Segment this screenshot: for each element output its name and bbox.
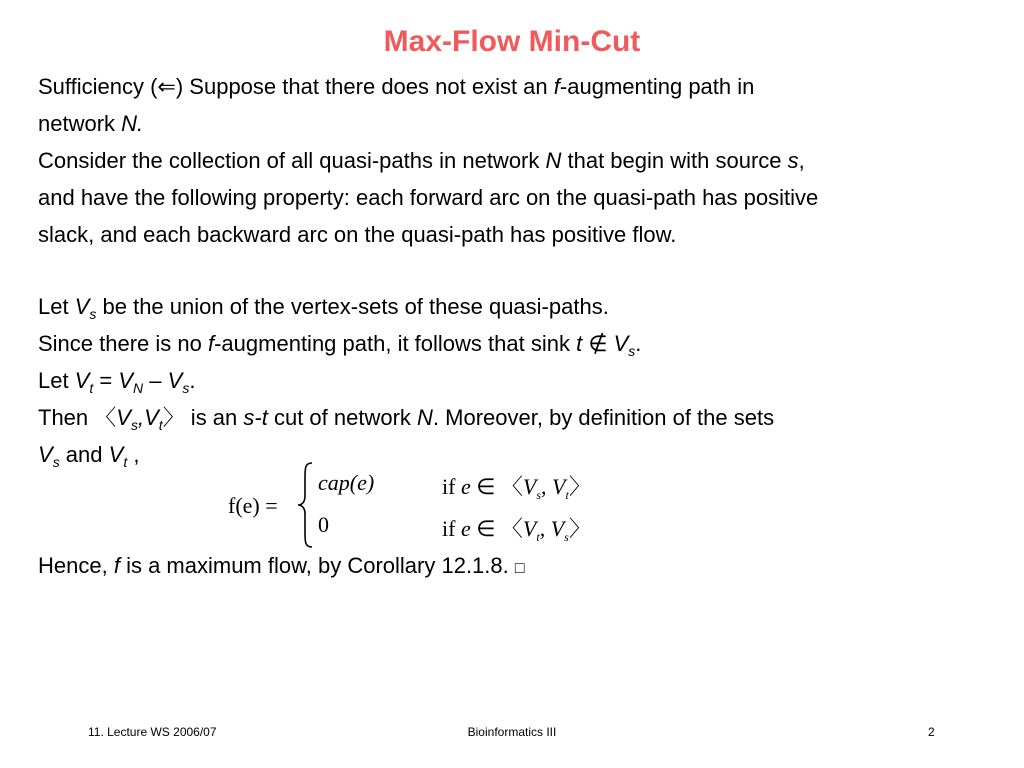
math-sub: s [182,380,190,396]
conclusion [38,547,998,584]
comma: , [541,474,553,499]
text: . Moreover, by definition of the sets [432,405,775,430]
math-V: V [108,442,124,467]
math-V: V [144,405,159,430]
math-zero: 0 [318,512,329,537]
slide-title: Max-Flow Min-Cut [383,25,641,58]
math-N: N. [121,111,144,136]
math-s-t: s-t [243,405,268,430]
body-line-7 [38,325,998,362]
slide-body [38,68,998,473]
math-V: V [74,294,90,319]
math-sub: s [564,530,569,544]
math-V: V [118,368,134,393]
not-element-symbol: ∉ [582,331,614,356]
math-V: V [613,331,629,356]
math-sub: t [158,417,163,433]
math-sub: t [565,488,569,502]
math-V: V [522,474,537,499]
text: Sufficiency ( [38,74,158,99]
math-cap-e: cap(e) [318,470,375,495]
math-f: f [207,331,215,356]
body-line-11 [38,547,998,584]
text: , [127,442,140,467]
text: Consider the collection of all quasi-paths in network [38,148,546,173]
text: is an [184,405,244,430]
text: is a maximum flow, by Corollary 12.1.8. [119,553,515,578]
footer-course: Bioinformatics III [467,725,557,739]
math-f: f [113,553,120,578]
formula-row1-value [318,470,374,496]
footer-lecture: 11. Lecture WS 2006/07 [88,725,217,739]
body-line-8 [38,362,998,399]
text: be the union of the vertex-sets of these quasi-paths. [96,294,609,319]
math-s: s [787,148,799,173]
equals-symbol: = [93,368,119,393]
left-angle-bracket: 〈 [500,474,523,499]
math-V: V [38,442,53,467]
element-symbol: ∈ [470,474,501,499]
formula-row1-condition [442,470,591,503]
math-V: V [552,474,566,499]
text: Since there is no [38,331,208,356]
text: Let [38,368,75,393]
text: -augmenting path, it follows that sink [214,331,577,356]
qed-box-icon: □ [514,560,525,577]
formula-row2-value [318,512,329,538]
footer-page-number: 2 [928,725,935,739]
text: and [59,442,109,467]
math-N: N [417,405,433,430]
paragraph-gap [38,253,998,288]
math-sub: t [536,530,540,544]
body-line-9 [38,399,998,436]
right-angle-bracket: 〉 [568,474,591,499]
math-sub: s [52,454,60,470]
text: Let [38,294,75,319]
text: cut of network [267,405,418,430]
math-V: V [74,368,90,393]
body-line-3 [38,142,998,179]
text: network [38,111,122,136]
text: -augmenting path in [559,74,755,99]
comma: , [539,516,551,541]
math-sub: s [628,343,636,359]
text: if [442,516,461,541]
formula-lhs: f(e) = [228,493,278,518]
left-angle-bracket: 〈 [500,516,523,541]
body-line-1 [38,68,998,105]
math-sub: s [130,417,138,433]
text: . [635,331,642,356]
text: ) Suppose that there does not exist an [175,74,554,99]
math-sub: N [133,380,144,396]
text: and have the following property: each forward arc on the quasi-path has positive [38,185,819,210]
text: Then [38,405,95,430]
text: slack, and each backward arc on the quasi-path has positive flow. [38,222,677,247]
comma: , [137,405,145,430]
right-angle-bracket: 〉 [162,405,185,430]
math-f: f [553,74,560,99]
math-e: e [460,516,471,541]
math-sub: t [89,380,94,396]
right-angle-bracket: 〉 [568,516,591,541]
left-angle-bracket: 〈 [94,405,117,430]
text: Hence, [38,553,114,578]
math-V: V [522,516,537,541]
formula-row2-condition [442,512,591,545]
element-symbol: ∈ [470,516,501,541]
math-e: e [460,474,471,499]
math-t: t [576,331,583,356]
body-line-4 [38,179,998,216]
math-V: V [116,405,131,430]
body-line-6 [38,288,998,325]
text: that begin with source [561,148,788,173]
minus-symbol: – [143,368,168,393]
body-line-5 [38,216,998,253]
math-V: V [550,516,565,541]
implied-by-symbol: ⇐ [157,74,176,99]
left-brace-icon [296,460,316,550]
text: if [442,474,461,499]
math-V: V [167,368,183,393]
body-line-2 [38,105,998,142]
flow-formula [228,460,628,550]
math-sub: s [89,306,97,322]
text: . [189,368,196,393]
text: , [798,148,805,173]
math-N: N [545,148,562,173]
math-sub: s [536,488,542,502]
math-sub: t [123,454,128,470]
